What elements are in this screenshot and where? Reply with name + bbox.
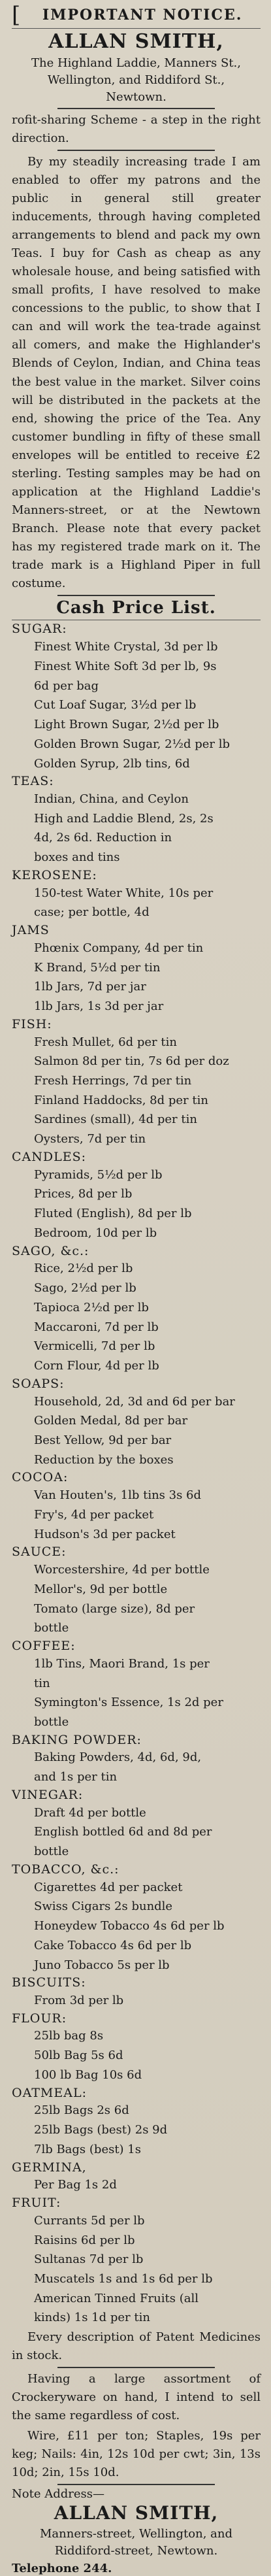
address-line: The Highland Laddie, Manners St., [31, 56, 242, 71]
price-item: case; per bottle, 4d [34, 905, 150, 920]
price-category-heading: FISH: [12, 1016, 52, 1031]
price-item: kinds) 1s 1d per tin [34, 2311, 150, 2325]
price-item: Muscatels 1s and 1s 6d per lb [34, 2272, 213, 2286]
price-item: 1lb Tins, Maori Brand, 1s per [34, 1656, 210, 1671]
address-line: Wellington, and Riddiford St., [47, 73, 225, 88]
price-item: Finest White Crystal, 3d per lb [34, 640, 218, 654]
price-item: Vermicelli, 7d per lb [34, 1339, 155, 1354]
price-item: Mellor's, 9d per bottle [34, 1582, 168, 1596]
advertisement-body [12, 4, 261, 2576]
price-item: Fry's, 4d per packet [34, 1507, 154, 1522]
footer-merchant-name: ALLAN SMITH, [54, 2502, 219, 2524]
price-category-heading: SOAPS: [12, 1376, 65, 1391]
price-item: Fresh Herrings, 7d per tin [34, 1074, 192, 1088]
price-item: Hudson's 3d per packet [34, 1527, 176, 1541]
price-item: Light Brown Sugar, 2½d per lb [34, 718, 219, 732]
price-item: Reduction by the boxes [34, 1452, 174, 1467]
price-item: bottle [34, 1845, 69, 1859]
price-item: 25lb Bags 2s 6d [34, 2103, 129, 2118]
price-item: Sardines (small), 4d per tin [34, 1112, 197, 1127]
price-item: 1lb Jars, 1s 3d per jar [34, 999, 164, 1014]
price-item: Pyramids, 5½d per lb [34, 1167, 163, 1182]
section-divider [57, 150, 215, 151]
bracket-decoration: [ [12, 2, 21, 28]
price-item: Cake Tobacco 4s 6d per lb [34, 1938, 192, 1952]
price-item: Van Houten's, 1lb tins 3s 6d [34, 1488, 202, 1503]
notice-title: IMPORTANT NOTICE. [42, 7, 243, 24]
price-item: Golden Medal, 8d per bar [34, 1414, 188, 1428]
price-item: Finest White Soft 3d per lb, 9s [34, 659, 217, 673]
price-item: 4d, 2s 6d. Reduction in [34, 831, 172, 845]
price-category-heading: TOBACCO, &c.: [12, 1862, 120, 1877]
price-item: Baking Powders, 4d, 6d, 9d, [34, 1750, 202, 1765]
price-item: Swiss Cigars 2s bundle [34, 1899, 173, 1914]
price-item: Cigarettes 4d per packet [34, 1880, 183, 1894]
header-rule [12, 28, 261, 29]
price-category-heading: BISCUITS: [12, 1975, 86, 1990]
price-item: Cut Loaf Sugar, 3½d per lb [34, 698, 197, 712]
price-item: Indian, China, and Ceylon [34, 792, 189, 806]
price-item: Rice, 2½d per lb [34, 1262, 133, 1276]
price-item: boxes and tins [34, 850, 120, 865]
price-item: High and Laddie Blend, 2s, 2s [34, 811, 214, 826]
price-item: Golden Brown Sugar, 2½d per lb [34, 737, 231, 751]
price-category-heading: VINEGAR: [12, 1787, 84, 1802]
price-category-heading: FRUIT: [12, 2196, 61, 2211]
wire-note: Wire, £11 per ton; Staples, 19s per keg; Nails: 4in, 12s 10d per cwt; 3in, 13s 10d; 2in, 15s 10d. [12, 2428, 261, 2479]
price-item: Finland Haddocks, 8d per tin [34, 1093, 208, 1107]
notice-heading-row [12, 4, 261, 26]
price-item: Corn Flour, 4d per lb [34, 1359, 159, 1373]
price-item: Fluted (English), 8d per lb [34, 1207, 192, 1221]
price-item: Raisins 6d per lb [34, 2233, 135, 2247]
price-item: Symington's Essence, 1s 2d per [34, 1696, 223, 1710]
price-item: Maccaroni, 7d per lb [34, 1320, 159, 1334]
patent-medicine-note: Every description of Patent Medicines in stock. [12, 2330, 261, 2363]
price-item: 1lb Jars, 7d per jar [34, 980, 146, 994]
price-item: Honeydew Tobacco 4s 6d per lb [34, 1919, 225, 1933]
price-category-heading: OATMEAL: [12, 2085, 87, 2100]
price-item: Bedroom, 10d per lb [34, 1226, 157, 1240]
price-item: Sultanas 7d per lb [34, 2252, 144, 2267]
price-item: Draft 4d per bottle [34, 1805, 146, 1820]
price-list-title: Cash Price List. [56, 597, 216, 618]
price-item: Fresh Mullet, 6d per tin [34, 1035, 177, 1049]
price-item: Oysters, 7d per tin [34, 1132, 146, 1146]
price-item: Prices, 8d per lb [34, 1187, 133, 1201]
price-item: tin [34, 1676, 50, 1690]
price-category-heading: SUGAR: [12, 622, 67, 637]
price-item: K Brand, 5½d per tin [34, 960, 161, 975]
price-item: Golden Syrup, 2lb tins, 6d [34, 756, 190, 771]
price-category-heading: TEAS: [12, 774, 54, 789]
address-line: Newtown. [106, 90, 167, 105]
price-item: Salmon 8d per tin, 7s 6d per doz [34, 1054, 229, 1069]
footer-address-line: Manners-street, Wellington, and [39, 2526, 232, 2541]
price-item: From 3d per lb [34, 1994, 124, 2007]
section-divider [57, 2484, 215, 2485]
price-category-heading: BAKING POWDER: [12, 1732, 142, 1747]
price-item: Tapioca 2½d per lb [34, 1300, 149, 1314]
price-item: 50lb Bag 5s 6d [34, 2049, 123, 2063]
price-category-heading: KEROSENE: [12, 867, 97, 882]
section-divider [57, 108, 215, 109]
note-address-label: Note Address— [12, 2486, 104, 2501]
merchant-address [12, 55, 261, 106]
price-item: and 1s per tin [34, 1770, 118, 1784]
price-item: Per Bag 1s 2d [34, 2178, 117, 2192]
price-item: 25lb Bags (best) 2s 9d [34, 2123, 168, 2137]
price-item: 150-test Water White, 10s per [34, 886, 214, 900]
price-item: Worcestershire, 4d per bottle [34, 1563, 210, 1577]
merchant-name: ALLAN SMITH, [48, 30, 224, 54]
price-item: English bottled 6d and 8d per [34, 1825, 212, 1839]
footer-address [12, 2526, 261, 2560]
telephone: Telephone 244. [12, 2561, 112, 2575]
price-category-heading: JAMS [12, 923, 50, 938]
section-divider [57, 2367, 215, 2368]
intro-paragraph: rofit-sharing Scheme - a step in the right direction. [12, 112, 261, 146]
price-item: 100 lb Bag 10s 6d [34, 2067, 142, 2082]
price-item: Juno Tobacco 5s per lb [34, 1958, 170, 1972]
price-item: 6d per bag [34, 678, 99, 693]
price-item: bottle [34, 1621, 69, 1635]
price-item: 7lb Bags (best) 1s [34, 2142, 141, 2156]
price-category-heading: GERMINA, [12, 2160, 87, 2175]
price-category-heading: COFFEE: [12, 1639, 76, 1654]
price-item: Sago, 2½d per lb [34, 1281, 136, 1296]
price-item: Best Yellow, 9d per bar [34, 1433, 172, 1447]
section-divider [57, 595, 215, 596]
price-item: American Tinned Fruits (all [34, 2291, 199, 2305]
price-category-heading: CANDLES: [12, 1149, 87, 1164]
price-category-heading: SAUCE: [12, 1545, 67, 1560]
price-item: Currants 5d per lb [34, 2213, 145, 2228]
crockery-note: Having a large assortment of Crockeryware on hand, I intend to sell the same regardless of cost. [12, 2371, 261, 2422]
price-category-heading: SAGO, &c.: [12, 1243, 89, 1258]
price-category-heading: COCOA: [12, 1470, 69, 1485]
price-item: 25lb bag 8s [34, 2029, 104, 2043]
main-paragraph: By my steadily increasing trade I am enabled to offer my patrons and the public in general still greater inducements, through having completed arrangements to blend and pack my own Teas. I buy for Cash as cheap as any wholesale house, and being satisfied with small profits, I have resolved to make concessions to the public, to show that I can and will work the tea-trade against all comers, and make the Highlander's Blends of Ceylon, Indian, and China teas the best value in the market. Silver coins will be distributed in the packets at the end, showing the price of the Tea. Any customer bundling in fifty of these small envelopes will be entitled to receive £2 sterling. Testing samples may be had on application at the Highland Laddie's Manners-street, or at the Newtown Branch. Please note that every packet has my registered trade mark on it. The trade mark is a Highland Piper in full costume. [12, 154, 261, 591]
price-category-heading: FLOUR: [12, 2011, 67, 2026]
price-item: bottle [34, 1715, 69, 1729]
price-item: Household, 2d, 3d and 6d per bar [34, 1394, 235, 1409]
footer-address-line: Riddiford-street, Newtown. [54, 2544, 218, 2558]
price-item: Tomato (large size), 8d per [34, 1601, 195, 1616]
price-item: Phœnix Company, 4d per tin [34, 941, 204, 955]
